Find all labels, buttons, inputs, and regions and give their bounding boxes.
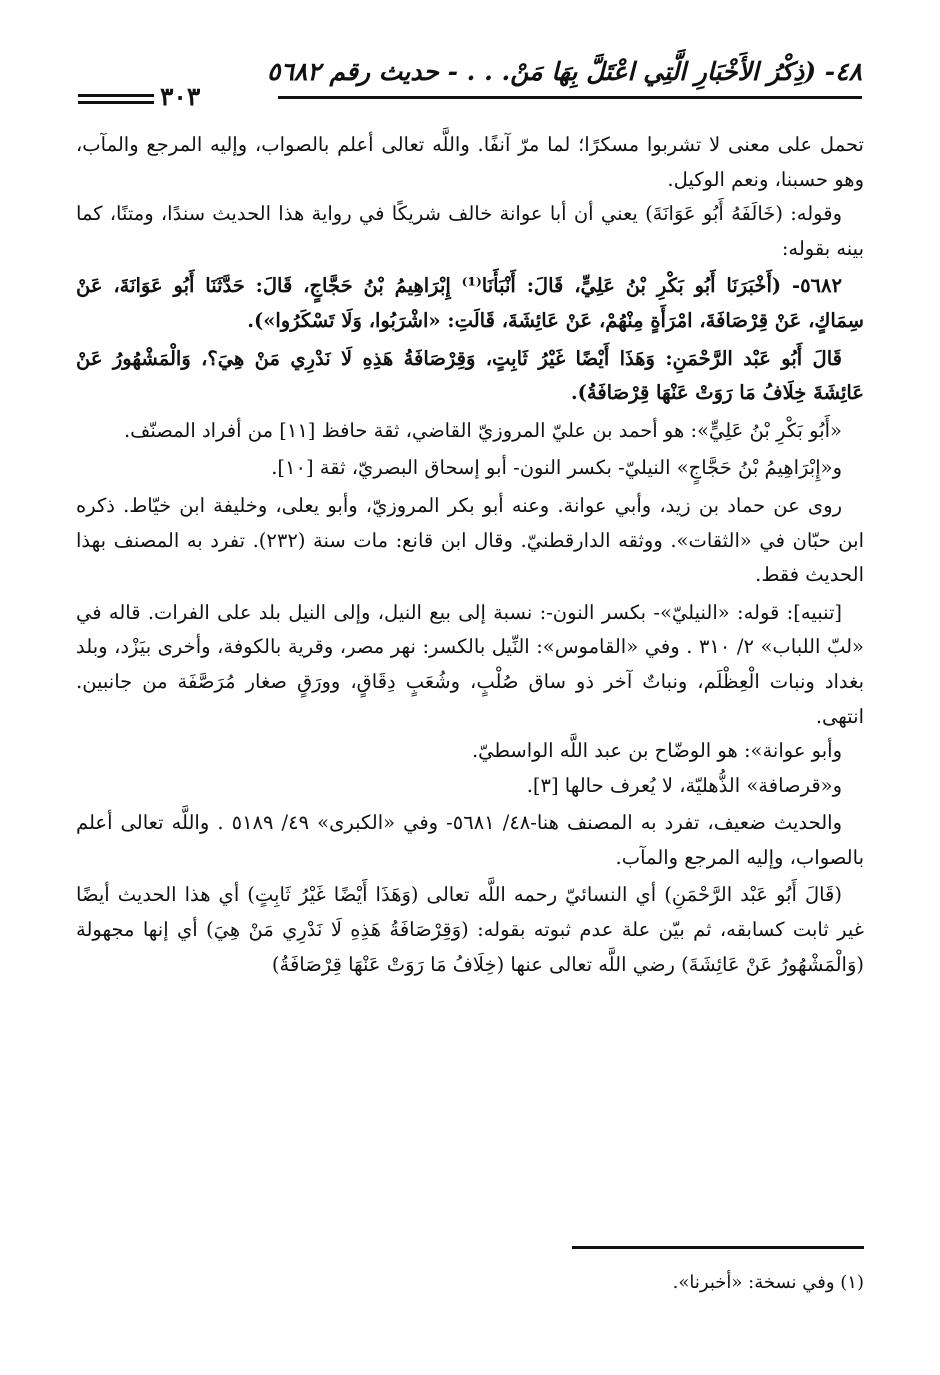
double-rule-bottom: [78, 101, 154, 104]
narrator-abu-awana: وأبو عوانة»: هو الوضّاح بن عبد اللَّه الواسطيّ.: [471, 739, 842, 763]
narrator-ibrahim: و«إِبْرَاهِيمُ بْنُ حَجَّاجٍ» النيليّ- بكسر النون- أبو إسحاق البصريّ، ثقة [١٠].: [271, 456, 842, 480]
page-number-block: [78, 82, 278, 114]
page-body: [76, 128, 864, 982]
note-nili: [تنبيه]: قوله: «النيليّ»- بكسر النون-: نسبة إلى بيع النيل، وإلى النيل بلد على الفرات. قاله في «لبّ اللباب» ٢/ ٣١٠ . وفي «القاموس»: النِّيل بالكسر: نهر مصر، وقرية بالكوفة، وأخرى بيَزْد، وبلد بغداد ونبات الْعِظْلَم، ونباتٌ آخر ذو ساق صُلْبٍ، وشُعَبٍ دِقَاقٍ، وورَقٍ صغار مُرَصَّفَة من جانبين. انتهى.: [76, 600, 864, 728]
closing-commentary: (قَالَ أَبُو عَبْد الرَّحْمَنِ) أي النسائيّ رحمه اللَّه تعالى (وَهَذَا أَيْضًا غَيْرُ ثَابِتٍ) أي هذا الحديث أيضًا غير ثابت كسابقه، ثم بيّن علة عدم ثبوته بقوله: (وَقِرْصَافَةُ هَذِهِ لَا نَدْرِي مَنْ هِيَ) أي إنها مجهولة (وَالْمَشْهُورُ عَنْ عَائِشَةَ) رضي اللَّه تعالى عنها (خِلَافُ مَا رَوَتْ عَنْهَا قِرْصَافَةُ): [76, 883, 864, 976]
hadith-grading: والحديث ضعيف، تفرد به المصنف هنا-٤٨/ ٥٦٨١- وفي «الكبرى» ٤٩/ ٥١٨٩ . واللَّه تعالى أعلم بالصواب، وإليه المرجع والمآب.: [76, 811, 864, 869]
narrator-abu-bakr: «أَبُو بَكْرِ بْنُ عَلِيٍّ»: هو أحمد بن عليّ المروزيّ القاضي، ثقة حافظ [١١] من أفراد المصنّف.: [123, 418, 842, 442]
page-number: ٣٠٣: [160, 82, 201, 111]
footnote: (١) وفي نسخة: «أخبرنا».: [672, 1272, 864, 1293]
hadith-text: ٥٦٨٢- (أَخْبَرَنَا أَبُو بَكْرِ بْنُ عَلِيٍّ، قَالَ: أَنْبَأَنَا⁽¹⁾ إِبْرَاهِيمُ بْنُ حَجَّاجٍ، قَالَ: حَدَّثَنَا أَبُو عَوَانَةَ، عَنْ سِمَاكٍ، عَنْ قِرْصَافَةَ، امْرَأَةٍ مِنْهُمْ، عَنْ عَائِشَةَ، قَالَتِ: «اشْرَبُوا، وَلَا تَسْكَرُوا»).: [76, 274, 864, 332]
header-rule: [278, 96, 862, 99]
footnote-separator: [572, 1246, 864, 1249]
double-rule-top: [78, 94, 154, 97]
paragraph-commentary: وقوله: (خَالَفَهُ أَبُو عَوَانَةَ) يعني أن أبا عوانة خالف شريكًا في رواية هذا الحديث سندًا، ومتنًا، كما بينه بقوله:: [76, 202, 864, 260]
narrator-qirsafa: و«قرصافة» الذُّهليّة، لا يُعرف حالها [٣].: [526, 773, 842, 797]
page-header: [78, 52, 862, 114]
author-remark: قَالَ أَبُو عَبْد الرَّحْمَنِ: وَهَذَا أَيْضًا غَيْرُ ثَابِتٍ، وَقِرْصَافَةُ هَذِهِ لَا نَدْرِي مَنْ هِيَ؟، وَالْمَشْهُورُ عَنْ عَائِشَةَ خِلَافُ مَا رَوَتْ عَنْهَا قِرْصَافَةُ).: [76, 346, 864, 405]
paragraph-intro: تحمل على معنى لا تشربوا مسكرًا؛ لما مرّ آنفًا. واللَّه تعالى أعلم بالصواب، وإليه المرجع والمآب، وهو حسبنا، ونعم الوكيل.: [76, 133, 864, 191]
narrator-ibrahim-details: روى عن حماد بن زيد، وأبي عوانة. وعنه أبو بكر المروزيّ، وأبو يعلى، وخليفة ابن خيّاط. ذكره ابن حبّان في «الثقات». ووثقه الدارقطنيّ. وقال ابن قانع: مات سنة (٢٣٢). تفرد به المصنف بهذا الحديث فقط.: [76, 493, 864, 587]
running-title: ٤٨- (ذِكْرُ الأَخْبَارِ الَّتِي اعْتَلَّ بِهَا مَنْ. . . - حديث رقم ٥٦٨٢: [267, 57, 862, 86]
